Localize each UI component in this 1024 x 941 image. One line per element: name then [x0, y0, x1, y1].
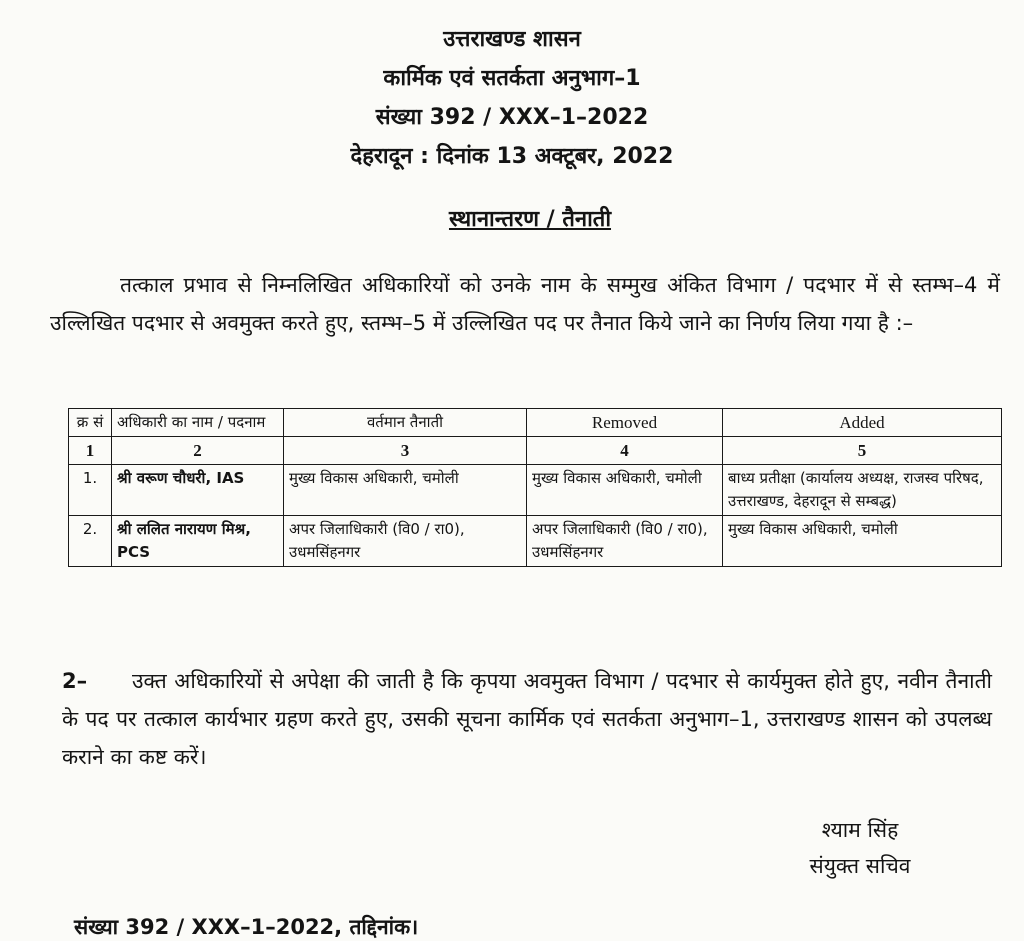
document-header: [0, 20, 1024, 176]
header-serial: क्र सं: [69, 409, 112, 437]
added-posting: बाध्य प्रतीक्षा (कार्यालय अध्यक्ष, राजस्व परिषद, उत्तराखण्ड, देहरादून से सम्बद्ध): [723, 465, 1002, 516]
serial-number: 1.: [69, 465, 112, 516]
removed-posting: मुख्य विकास अधिकारी, चमोली: [527, 465, 723, 516]
subject-heading: स्थानान्तरण / तैनाती: [448, 207, 612, 232]
table-header-row: [69, 409, 1002, 437]
signature-block: [760, 812, 960, 884]
paragraph-number: 2–: [62, 669, 88, 693]
column-number: 1: [69, 437, 112, 465]
removed-posting: अपर जिलाधिकारी (वि0 / रा0), उधमसिंहनगर: [527, 516, 723, 567]
order-paragraph-1: तत्काल प्रभाव से निम्नलिखित अधिकारियों को उनके नाम के सम्मुख अंकित विभाग / पदभार में से स्तम्भ–4 में उल्लिखित पदभार से अवमुक्त करते हुए, स्तम्भ–5 में उल्लिखित पद पर तैनात किये जाने का निर्णय लिया गया है :–: [50, 273, 1000, 335]
current-posting: मुख्य विकास अधिकारी, चमोली: [284, 465, 527, 516]
header-government: उत्तराखण्ड शासन: [443, 27, 581, 52]
footer-reference: संख्या 392 / XXX–1–2022, तद्दिनांक।: [74, 915, 419, 939]
officer-name: श्री वरूण चौधरी, IAS: [112, 465, 284, 516]
header-removed: Removed: [527, 409, 723, 437]
column-number: 4: [527, 437, 723, 465]
column-number: 5: [723, 437, 1002, 465]
serial-number: 2.: [69, 516, 112, 567]
table-row: [69, 516, 1002, 567]
signatory-designation: संयुक्त सचिव: [809, 854, 911, 878]
header-reference-number: संख्या 392 / XXX–1–2022: [375, 105, 649, 130]
added-posting: मुख्य विकास अधिकारी, चमोली: [723, 516, 1002, 567]
order-paragraph-2: [62, 662, 992, 776]
header-added: Added: [723, 409, 1002, 437]
header-place-date: देहरादून : दिनांक 13 अक्टूबर, 2022: [350, 144, 674, 169]
column-number-row: [69, 437, 1002, 465]
table-row: [69, 465, 1002, 516]
header-officer-name: अधिकारी का नाम / पदनाम: [112, 409, 284, 437]
transfer-table: [68, 408, 1002, 567]
header-current-posting: वर्तमान तैनाती: [284, 409, 527, 437]
header-section: कार्मिक एवं सतर्कता अनुभाग–1: [383, 66, 641, 91]
officer-name: श्री ललित नारायण मिश्र, PCS: [112, 516, 284, 567]
paragraph-text: उक्त अधिकारियों से अपेक्षा की जाती है कि कृपया अवमुक्त विभाग / पदभार से कार्यमुक्त होते हुए, नवीन तैनाती के पद पर तत्काल कार्यभार ग्रहण करते हुए, उसकी सूचना कार्मिक एवं सतर्कता अनुभाग–1, उत्तराखण्ड शासन को उपलब्ध कराने का कष्ट करें।: [62, 669, 992, 769]
column-number: 2: [112, 437, 284, 465]
current-posting: अपर जिलाधिकारी (वि0 / रा0), उधमसिंहनगर: [284, 516, 527, 567]
signatory-name: श्याम सिंह: [821, 818, 899, 842]
column-number: 3: [284, 437, 527, 465]
